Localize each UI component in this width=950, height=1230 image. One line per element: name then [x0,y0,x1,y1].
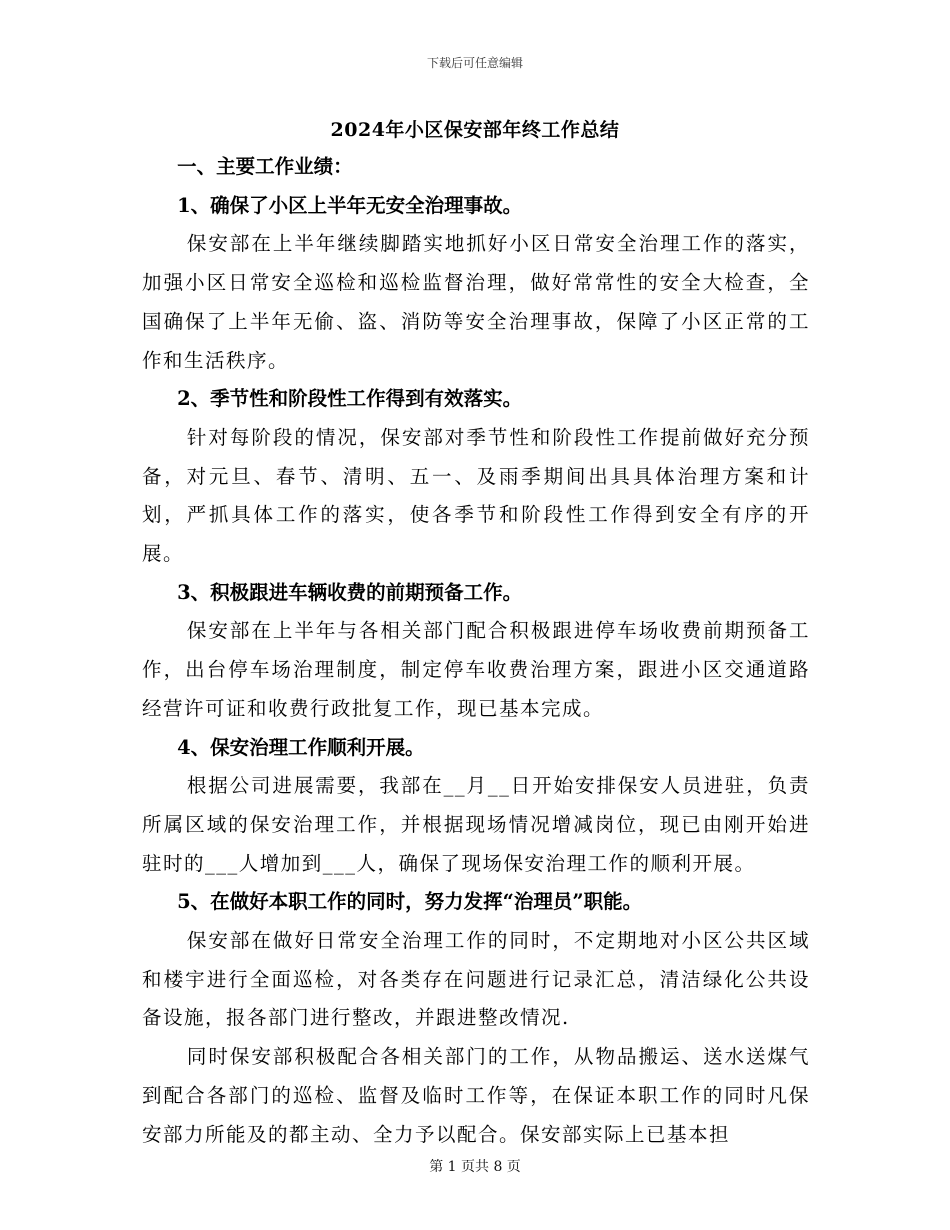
item-heading-1: 1、确保了小区上半年无安全治理事故。 [177,193,523,217]
document-body [142,148,810,1154]
item-heading-3: 3、积极跟进车辆收费的前期预备工作。 [177,580,523,604]
item-2-paragraph-1: 针对每阶段的情况，保安部对季节性和阶段性工作提前做好充分预备，对元旦、春节、清明、五一、及雨季期间出具具体治理方案和计划，严抓具体工作的落实，使各季节和阶段性工作得到安全有序的开展。 [142,425,810,566]
item-4-paragraph-1: 根据公司进展需要，我部在__月__日开始安排保安人员进驻，负责所属区域的保安治理工作，并根据现场情况增减岗位，现已由刚开始进驻时的___人增加到___人，确保了现场保安治理工作的顺利开展。 [142,774,810,875]
item-3-paragraph-1: 保安部在上半年与各相关部门配合积极跟进停车场收费前期预备工作，出台停车场治理制度，制定停车收费治理方案，跟进小区交通道路经营许可证和收费行政批复工作，现已基本完成。 [142,619,810,720]
item-heading-5: 5、在做好本职工作的同时，努力发挥“治理员”职能。 [177,890,643,914]
header-note: 下载后可任意编辑 [426,56,523,70]
item-5-paragraph-2: 同时保安部积极配合各相关部门的工作，从物品搬运、送水送煤气到配合各部门的巡检、监督及临时工作等，在保证本职工作的同时凡保安部力所能及的都主动、全力予以配合。保安部实际上已基本担 [142,1045,810,1146]
section-heading: 一、主要工作业绩： [177,155,353,178]
item-1-paragraph-1: 保安部在上半年继续脚踏实地抓好小区日常安全治理工作的落实，加强小区日常安全巡检和巡检监督治理，做好常常性的安全大检查，全国确保了上半年无偷、盗、消防等安全治理事故，保障了小区正常的工作和生活秩序。 [142,232,810,372]
page-number-footer: 第 1 页共 8 页 [429,1159,521,1175]
item-5-paragraph-1: 保安部在做好日常安全治理工作的同时，不定期地对小区公共区域和楼宇进行全面巡检，对各类存在问题进行记录汇总，清洁绿化公共设备设施，报各部门进行整改，并跟进整改情况. [142,929,810,1030]
document-title: 2024年小区保安部年终工作总结 [330,119,620,141]
item-heading-2: 2、季节性和阶段性工作得到有效落实。 [177,387,523,411]
item-heading-4: 4、保安治理工作顺利开展。 [177,735,425,759]
